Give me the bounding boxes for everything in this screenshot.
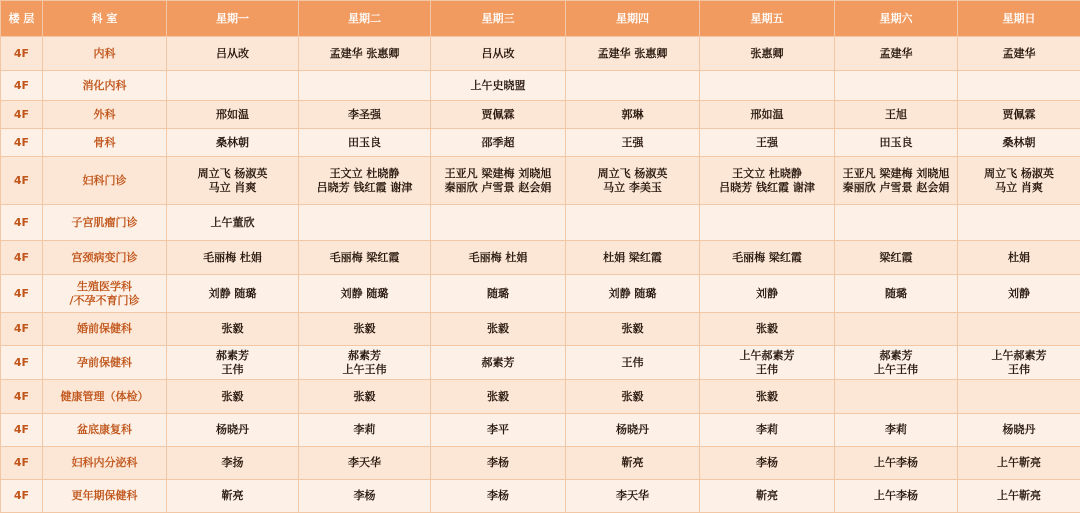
doctor-names: 李杨 [487, 456, 509, 469]
header-thu: 星期四 [566, 1, 700, 37]
doctor-names: 杨晓丹 [616, 423, 649, 436]
doctor-cell [299, 480, 431, 513]
header-row [1, 1, 1080, 37]
department-name: 健康管理（体检） [60, 389, 149, 403]
doctor-names: 秦丽欣 卢雪景 赵会娟 [842, 180, 950, 194]
doctor-names: 孟建华 张惠卿 [329, 46, 400, 60]
floor-cell: 4F [1, 71, 43, 101]
doctor-cell [566, 241, 700, 275]
doctor-names: 秦丽欣 卢雪景 赵会娟 [444, 180, 552, 194]
doctor-cell [958, 205, 1080, 241]
doctor-names: 孟建华 [1002, 46, 1036, 60]
doctor-names: 上午郝素芳 [991, 348, 1047, 362]
doctor-cell [167, 447, 299, 480]
department-name: 更年期保健科 [71, 489, 138, 502]
doctor-cell [958, 37, 1080, 71]
doctor-names: 靳亮 [621, 456, 644, 469]
doctor-cell [835, 480, 958, 513]
doctor-names: 郭琳 [621, 107, 644, 121]
doctor-cell [835, 205, 958, 241]
doctor-cell [958, 101, 1080, 129]
doctor-names: 桑林朝 [216, 135, 249, 149]
department-cell [43, 480, 167, 513]
doctor-names: 毛丽梅 梁红霞 [732, 250, 802, 264]
department-cell [43, 313, 167, 346]
doctor-names: 马立 肖爽 [208, 180, 257, 194]
department-cell [43, 101, 167, 129]
doctor-names: 刘静 [1008, 286, 1030, 300]
department-name: 宫颈病变门诊 [71, 250, 138, 264]
doctor-names: 张毅 [621, 389, 644, 403]
doctor-names: 孟建华 张惠卿 [597, 46, 668, 60]
doctor-names: 张惠卿 [750, 46, 784, 60]
doctor-names: 田玉良 [348, 135, 381, 149]
doctor-names: 上午靳亮 [997, 489, 1041, 502]
doctor-cell [958, 71, 1080, 101]
header-dept: 科 室 [43, 1, 167, 37]
department-cell [43, 129, 167, 157]
department-cell [43, 447, 167, 480]
doctor-cell [299, 313, 431, 346]
department-cell [43, 205, 167, 241]
doctor-names: 桑林朝 [1002, 135, 1036, 149]
doctor-names: 周立飞 杨淑英 [597, 166, 668, 180]
doctor-cell [700, 37, 835, 71]
doctor-names: 吕从改 [216, 46, 249, 60]
doctor-cell [299, 71, 431, 101]
doctor-cell [431, 129, 566, 157]
doctor-names: 王强 [621, 135, 644, 149]
floor-cell: 4F [1, 275, 43, 313]
floor-cell: 4F [1, 241, 43, 275]
doctor-names: 李莉 [756, 423, 778, 436]
doctor-cell [299, 346, 431, 380]
doctor-cell [700, 205, 835, 241]
floor-cell: 4F [1, 480, 43, 513]
doctor-cell [431, 241, 566, 275]
doctor-cell [566, 414, 700, 447]
doctor-cell [167, 480, 299, 513]
floor-cell: 4F [1, 346, 43, 380]
doctor-names: 张毅 [487, 322, 509, 335]
doctor-names: 刘静 随璐 [340, 286, 389, 300]
doctor-cell [167, 71, 299, 101]
doctor-names: 王强 [756, 135, 778, 149]
department-name: /不孕不育门诊 [69, 293, 140, 307]
department-cell [43, 37, 167, 71]
doctor-cell [431, 380, 566, 414]
doctor-cell [566, 480, 700, 513]
doctor-cell [835, 157, 958, 205]
floor-cell: 4F [1, 205, 43, 241]
doctor-cell [566, 313, 700, 346]
doctor-cell [167, 101, 299, 129]
doctor-names: 靳亮 [221, 489, 244, 502]
doctor-names: 郝素芳 [216, 348, 249, 362]
doctor-cell [700, 313, 835, 346]
department-cell [43, 414, 167, 447]
doctor-cell [700, 275, 835, 313]
doctor-cell [299, 129, 431, 157]
table-row [1, 71, 1080, 101]
doctor-cell [431, 414, 566, 447]
table-row [1, 101, 1080, 129]
doctor-names: 刘静 [756, 286, 778, 300]
doctor-names: 张毅 [221, 322, 244, 335]
floor-cell: 4F [1, 380, 43, 414]
doctor-names: 李天华 [616, 489, 649, 502]
doctor-names: 周立飞 杨淑英 [197, 166, 268, 180]
doctor-cell [299, 37, 431, 71]
doctor-names: 邢如温 [216, 107, 249, 121]
doctor-names: 王伟 [1008, 362, 1030, 376]
header-mon: 星期一 [167, 1, 299, 37]
table-row [1, 37, 1080, 71]
doctor-names: 邢如温 [750, 107, 784, 121]
doctor-cell [835, 129, 958, 157]
doctor-cell [566, 205, 700, 241]
department-cell [43, 71, 167, 101]
doctor-cell [299, 241, 431, 275]
department-cell [43, 157, 167, 205]
doctor-names: 郝素芳 [481, 355, 515, 369]
doctor-names: 田玉良 [879, 135, 913, 149]
doctor-names: 贾佩霖 [481, 107, 515, 121]
department-cell [43, 380, 167, 414]
doctor-names: 马立 李美玉 [603, 180, 662, 194]
doctor-cell [566, 101, 700, 129]
doctor-cell [431, 157, 566, 205]
doctor-cell [700, 447, 835, 480]
doctor-names: 郝素芳 [879, 348, 913, 362]
doctor-names: 吕晓芳 钱红霞 谢津 [719, 180, 815, 194]
doctor-cell [700, 71, 835, 101]
doctor-cell [299, 275, 431, 313]
doctor-names: 王伟 [621, 355, 644, 369]
doctor-cell [958, 129, 1080, 157]
department-name: 骨科 [93, 135, 116, 149]
doctor-names: 王伟 [756, 362, 778, 376]
doctor-cell [958, 346, 1080, 380]
doctor-cell [299, 101, 431, 129]
doctor-cell [167, 380, 299, 414]
doctor-names: 李扬 [221, 456, 244, 469]
doctor-cell [958, 447, 1080, 480]
doctor-cell [835, 313, 958, 346]
floor-cell: 4F [1, 37, 43, 71]
doctor-cell [167, 414, 299, 447]
doctor-cell [431, 37, 566, 71]
doctor-names: 王文立 杜晓静 [732, 166, 802, 180]
doctor-names: 杜娟 梁红霞 [603, 250, 662, 264]
doctor-names: 张毅 [353, 389, 376, 403]
doctor-cell [167, 346, 299, 380]
doctor-cell [167, 275, 299, 313]
doctor-cell [835, 346, 958, 380]
doctor-names: 张毅 [487, 389, 509, 403]
doctor-cell [566, 275, 700, 313]
doctor-names: 张毅 [756, 322, 778, 335]
doctor-cell [835, 414, 958, 447]
doctor-names: 张毅 [756, 389, 778, 403]
doctor-names: 李天华 [348, 456, 381, 469]
doctor-names: 马立 肖爽 [995, 180, 1043, 194]
doctor-cell [958, 241, 1080, 275]
doctor-cell [566, 129, 700, 157]
table-row [1, 275, 1080, 313]
doctor-names: 吕晓芳 钱红霞 谢津 [316, 180, 413, 194]
doctor-cell [167, 37, 299, 71]
department-name: 外科 [93, 107, 116, 121]
header-sun: 星期日 [958, 1, 1080, 37]
doctor-cell [700, 157, 835, 205]
doctor-cell [431, 313, 566, 346]
doctor-cell [299, 380, 431, 414]
header-tue: 星期二 [299, 1, 431, 37]
doctor-cell [566, 37, 700, 71]
table-row [1, 313, 1080, 346]
doctor-names: 李杨 [487, 489, 509, 502]
doctor-cell [835, 37, 958, 71]
department-name: 消化内科 [82, 78, 127, 92]
doctor-names: 杜娟 [1008, 250, 1030, 264]
table-row [1, 480, 1080, 513]
doctor-cell [700, 346, 835, 380]
doctor-cell [167, 241, 299, 275]
doctor-cell [431, 101, 566, 129]
doctor-names: 张毅 [221, 389, 244, 403]
doctor-names: 李平 [487, 423, 509, 436]
table-row [1, 129, 1080, 157]
doctor-names: 李莉 [885, 423, 907, 436]
doctor-cell [700, 380, 835, 414]
table-row [1, 346, 1080, 380]
doctor-names: 上午董欣 [210, 215, 255, 229]
table-row [1, 380, 1080, 414]
doctor-cell [299, 205, 431, 241]
doctor-names: 上午李杨 [874, 489, 918, 502]
doctor-cell [835, 275, 958, 313]
floor-cell: 4F [1, 129, 43, 157]
header-floor: 楼 层 [1, 1, 43, 37]
doctor-cell [167, 129, 299, 157]
doctor-names: 王亚凡 梁建梅 刘晓旭 [842, 166, 950, 180]
doctor-names: 上午史晓盟 [470, 78, 526, 92]
doctor-cell [835, 447, 958, 480]
floor-cell: 4F [1, 414, 43, 447]
department-name: 妇科门诊 [82, 173, 127, 187]
doctor-names: 靳亮 [756, 489, 778, 502]
department-name: 内科 [93, 46, 116, 60]
floor-cell: 4F [1, 101, 43, 129]
table-row [1, 205, 1080, 241]
floor-cell: 4F [1, 157, 43, 205]
doctor-cell [700, 101, 835, 129]
doctor-names: 孟建华 [879, 46, 913, 60]
table-row [1, 241, 1080, 275]
header-fri: 星期五 [700, 1, 835, 37]
table-row [1, 414, 1080, 447]
doctor-names: 贾佩霖 [1002, 107, 1036, 121]
doctor-names: 王旭 [885, 107, 907, 121]
header-wed: 星期三 [431, 1, 566, 37]
department-cell [43, 346, 167, 380]
doctor-names: 刘静 随璐 [208, 286, 257, 300]
doctor-names: 随璐 [487, 286, 509, 300]
doctor-names: 王伟 [221, 362, 244, 376]
doctor-cell [566, 447, 700, 480]
doctor-cell [431, 275, 566, 313]
doctor-cell [167, 157, 299, 205]
doctor-names: 王文立 杜晓静 [329, 166, 400, 180]
doctor-names: 吕从改 [481, 46, 515, 60]
doctor-cell [299, 447, 431, 480]
department-name: 子宫肌瘤门诊 [71, 215, 138, 229]
doctor-cell [700, 241, 835, 275]
doctor-names: 张毅 [621, 322, 644, 335]
department-name: 生殖医学科 [77, 279, 132, 293]
doctor-cell [700, 129, 835, 157]
doctor-cell [958, 275, 1080, 313]
doctor-names: 周立飞 杨淑英 [984, 166, 1054, 180]
floor-cell: 4F [1, 313, 43, 346]
doctor-names: 毛丽梅 杜娟 [203, 250, 262, 264]
doctor-cell [299, 157, 431, 205]
doctor-cell [566, 157, 700, 205]
table-row [1, 157, 1080, 205]
doctor-names: 李莉 [353, 423, 376, 436]
doctor-cell [431, 205, 566, 241]
department-cell [43, 275, 167, 313]
floor-cell: 4F [1, 447, 43, 480]
doctor-cell [958, 414, 1080, 447]
department-name: 盆底康复科 [77, 423, 132, 436]
doctor-cell [835, 380, 958, 414]
header-sat: 星期六 [835, 1, 958, 37]
department-name: 孕前保健科 [77, 355, 132, 369]
doctor-names: 毛丽梅 梁红霞 [329, 250, 400, 264]
doctor-names: 郝素芳 [348, 348, 381, 362]
doctor-cell [167, 313, 299, 346]
table-row [1, 447, 1080, 480]
doctor-names: 梁红霞 [879, 250, 913, 264]
doctor-cell [431, 447, 566, 480]
doctor-names: 杨晓丹 [216, 423, 249, 436]
doctor-cell [835, 71, 958, 101]
doctor-cell [700, 414, 835, 447]
doctor-names: 刘静 随璐 [608, 286, 657, 300]
department-name: 妇科内分泌科 [71, 456, 138, 469]
doctor-names: 上午王伟 [342, 362, 387, 376]
doctor-cell [958, 313, 1080, 346]
doctor-cell [566, 380, 700, 414]
doctor-cell [431, 71, 566, 101]
doctor-cell [958, 480, 1080, 513]
doctor-names: 毛丽梅 杜娟 [468, 250, 528, 264]
doctor-cell [835, 241, 958, 275]
doctor-names: 上午靳亮 [997, 456, 1041, 469]
doctor-cell [431, 480, 566, 513]
doctor-cell [299, 414, 431, 447]
doctor-cell [566, 346, 700, 380]
department-name: 婚前保健科 [77, 322, 132, 335]
doctor-names: 上午王伟 [874, 362, 918, 376]
doctor-cell [167, 205, 299, 241]
doctor-cell [958, 380, 1080, 414]
doctor-cell [958, 157, 1080, 205]
department-cell [43, 241, 167, 275]
doctor-cell [835, 101, 958, 129]
doctor-names: 李杨 [353, 489, 376, 502]
doctor-names: 上午李杨 [874, 456, 918, 469]
doctor-names: 随璐 [885, 286, 907, 300]
doctor-cell [700, 480, 835, 513]
doctor-names: 李杨 [756, 456, 778, 469]
doctor-names: 杨晓丹 [1002, 423, 1036, 436]
doctor-names: 邵季超 [481, 135, 515, 149]
doctor-cell [566, 71, 700, 101]
doctor-names: 上午郝素芳 [739, 348, 795, 362]
doctor-names: 张毅 [353, 322, 376, 335]
doctor-names: 王亚凡 梁建梅 刘晓旭 [444, 166, 552, 180]
doctor-cell [431, 346, 566, 380]
doctor-names: 李圣强 [348, 107, 381, 121]
